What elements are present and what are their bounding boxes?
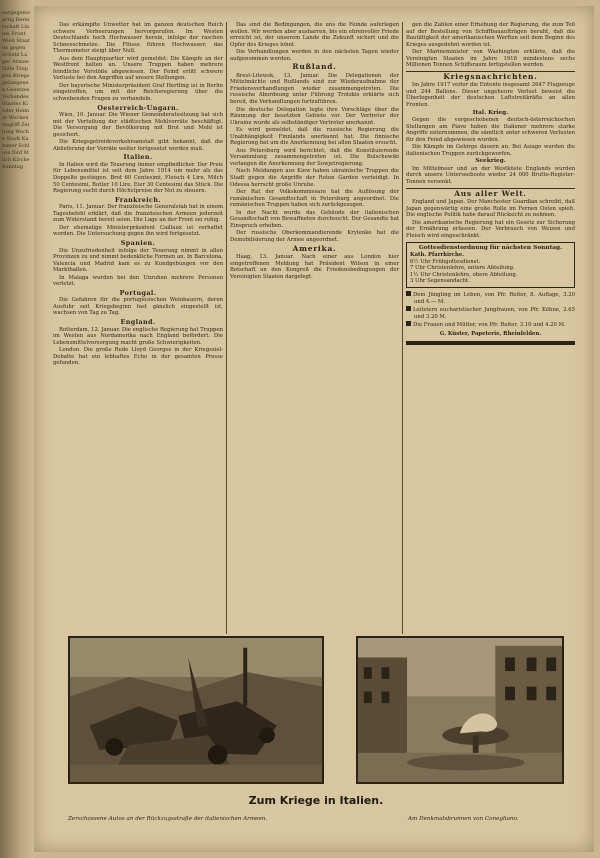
col2-russia-7: In der Nacht wurde das Gebäude der italienischen Gesandtschaft von Bewaffneten durchsucht. Der Gesandte hat Einspruch erhoben. xyxy=(230,209,399,229)
col2-intro-2: Die Verhandlungen werden in den nächsten Tagen wieder aufgenommen werden. xyxy=(230,49,399,62)
church-service-notice xyxy=(406,242,575,288)
col2-russia-2: Die deutsche Delegation legte ihre Vorschläge über die Räumung der besetzten Gebiete vor. Der Vertreter der Ukraine wurde als selbständiger Vertreter anerkannt. xyxy=(230,106,399,126)
column-2 xyxy=(226,22,402,634)
text-columns xyxy=(50,22,580,634)
col3-italian-war-1: Gegen die vorgeschobenen deutsch-österreichischen Stellungen am Piave haben die Italiener mehrere starke Angriffe unternommen, die sämtlich unter schweren Verlusten für den Feind abgewiesen wurden. xyxy=(406,117,575,143)
col1-intro-1: Das erkämpfte Unwetter hat im ganzen deutschen Reich schwere Verheerungen hervorgerufen. Im Westen Deutschlands hoch Hochwasser herein, infolge der raschen Schneeschmelze. Die Flüsse führen Hochwasser; das Thermometer steigt über Null. xyxy=(53,22,223,55)
col1-heading-spain: Spanien. xyxy=(120,238,156,247)
notice-subtitle: Kath. Pfarrkirche. xyxy=(410,252,465,258)
black-rule xyxy=(406,341,575,345)
col3-world-1: England und Japan. Der Manchester Guardian schreibt, daß Japan gegenwärtig eine große Rolle im Fernen Osten spielt. Die englische Politik habe darauf Rücksicht zu nehmen. xyxy=(406,199,575,219)
col2-russia-6: Der Rat der Volkskommissare hat die Auflösung der rumänischen Gesandtschaft in Petersburg angeordnet. Die rumänischen Truppen haben sich zurückgezogen. xyxy=(230,189,399,209)
col1-heading-portugal: Portugal. xyxy=(119,288,157,297)
col1-france-1: Paris, 11. Januar. Der französische Generalstab hat in einem Tagesbefehl erklärt, daß die französischen Armeen jederzeit zum Widerstand bereit seien. Die Lage an der Front sei ruhig. xyxy=(53,204,223,224)
photo-wrecked-cars xyxy=(68,636,324,784)
col3-war-news-1: Im Jahre 1917 verlor die Entente insgesamt 2647 Flugzeuge und 244 Ballons. Dieser ungeheure Verlust beweist die Überlegenheit der deutschen Luftstreitkräfte an allen Fronten. xyxy=(406,82,575,109)
notice-line: 7 Uhr Christenlehre, untere Abteilung. xyxy=(410,265,515,272)
ad-text: Dem Jüngling im Leben, von Pfr. Reiter, 8. Auflage, 3.20 und 4.— M. xyxy=(413,291,575,305)
col1-intro-2: Aus dem Hauptquartier wird gemeldet: Die Kämpfe an der Westfront halten an. Unsere Truppen haben mehrere feindliche Vorstöße abgewiesen. Der Feind erlitt schwere Verluste bei den Angriffen auf unsere Stellungen. xyxy=(53,55,223,82)
notice-line: 6½ Uhr Frühgottesdienst. xyxy=(410,258,481,265)
col2-russia-4: Aus Petersburg wird berichtet, daß die Konstituierende Versammlung zusammengetreten ist. Die Bolschewiki verlangen die Anerkennung der Sowjetregierung. xyxy=(230,147,399,167)
col2-russia-8: Der russische Oberkommandierende Krylenko hat die Demobilisierung der Armee angeordnet. xyxy=(230,230,399,243)
ad-text: Die Frauen und Mütter, von Pfr. Reiter, 3.10 und 4.20 M. xyxy=(413,322,566,329)
ad-item xyxy=(406,291,575,305)
col2-russia-5: Nach Meldungen aus Kiew haben ukrainische Truppen die Stadt gegen die Angriffe der Roten Garden verteidigt. In Odessa herrscht große Unruhe. xyxy=(230,168,399,188)
col3-world-2: Die amerikanische Regierung hat ein Gesetz zur Sicherung der Ernährung erlassen. Der Verbrauch von Weizen und Fleisch wird eingeschränkt. xyxy=(406,219,575,239)
book-spine xyxy=(0,0,34,858)
col3-italian-war-2: Die Kämpfe im Gebirge dauern an. Bei Asiago wurden die italienischen Truppen zurückgeworfen. xyxy=(406,144,575,157)
bullet-square-icon xyxy=(406,291,411,296)
photo-fountain xyxy=(356,636,564,784)
col3-intro-1: gen die Zahlen einer Erhebung der Regierung, die zum Teil auf der Bestellung von Schiffbauaufträgen beruht, daß die Bautätigkeit der amerikanischen Werften seit dem Beginn des Krieges ausgedehnt worden ist. xyxy=(406,22,575,48)
col1-heading-england: England. xyxy=(120,317,156,326)
ad-item xyxy=(406,306,575,320)
col1-austria-1: Wien, 10. Januar. Die Wiener Gemeinderatssitzung hat sich mit der Verteilung der städtischen Mehlvorräte beschäftigt. Die Versorgung der Bevölkerung mit Brot und Mehl ist gesichert. xyxy=(53,112,223,138)
col2-heading-america: Amerika. xyxy=(292,243,337,253)
col2-russia-3: Es wird gemeldet, daß die russische Regierung die Unabhängigkeit Finnlands anerkannt hat. Die finnische Regierung hat um die Anerkennung bei allen Staaten ersucht. xyxy=(230,127,399,147)
col1-intro-3: Der bayerische Ministerpräsident Graf Hertling ist in Berlin eingetroffen, um mit der Reichsregierung über die schwebenden Fragen zu verhandeln. xyxy=(53,82,223,103)
photo-section xyxy=(56,634,576,830)
photo-section-title: Zum Kriege in Italien. xyxy=(248,794,384,807)
col1-austria-2: Die Kriegsgetreideverkehrsanstalt gibt bekannt, daß die Ablieferung der Vorräte weiter fortgesetzt werden muß. xyxy=(53,139,223,152)
col3-heading-naval-war: Seekrieg. xyxy=(475,158,506,165)
ad-signature: G. Küster, Papeterie, Rheinfelden. xyxy=(439,330,542,337)
photo-caption-right: Am Denkmalsbrunnen von Conegliano. xyxy=(408,816,519,822)
col1-england-2: London. Die große Rede Lloyd Georges in der Kriegsziel-Debatte hat ein lebhaftes Echo in der gesamten Presse gefunden. xyxy=(53,347,223,367)
bullet-square-icon xyxy=(406,321,411,326)
col3-naval-war-1: Im Mittelmeer und an der Westküste Englands wurden durch unsere Unterseeboote wieder 24 000 Brutto-Register-Tonnen versenkt. xyxy=(406,165,575,186)
spine-bleed-text: entgegenwärtig Bereitschaft Linien Front Wien Staaten gegen Schutz Lager Armee Hilfe Truppen Kriegsgefangenen Gesetzes Verbandes Staates Kinder Heimat Wochen Angriff Zeitung Woche Stadt Kammer Schluss fünf Milch Kirche Sonntag xyxy=(2,10,30,170)
wrecked-cars-image xyxy=(70,638,322,782)
photo-caption-left: Zerschossene Autos an der Rückzugsstraße der italienischen Armeen. xyxy=(68,816,268,822)
col2-intro-1: Das sind die Bedingungen, die uns die Feinde auferlegen wollen. Wir werden aber ausharren, bis ein ehrenvoller Friede erreicht ist, der unserem Lande die Zukunft sichert und die Opfer des Krieges lohnt. xyxy=(230,22,399,48)
col1-spain-1: Die Unzufriedenheit infolge der Teuerung nimmt in allen Provinzen zu und nimmt bedenkliche Formen an. In Barcelona, Valencia und Madrid kam es zu Kundgebungen vor den Markthallen. xyxy=(53,247,223,274)
notice-line: 3 Uhr Segensandacht. xyxy=(410,278,470,285)
col1-portugal-1: Die Gefahren für die portugiesischen Weinbauern, deren Ausfuhr seit Kriegsbeginn fast gänzlich eingestellt ist, wachsen von Tag zu Tag. xyxy=(53,297,223,317)
newspaper-page xyxy=(34,6,594,852)
col1-heading-italy: Italien. xyxy=(123,153,153,162)
column-1 xyxy=(50,22,226,634)
col2-heading-russia: Rußland. xyxy=(292,62,337,72)
notice-line: 1½ Uhr Christenlehre, obere Abteilung. xyxy=(410,271,518,278)
column-3 xyxy=(402,22,578,634)
fountain-square-image xyxy=(358,638,562,782)
col1-spain-2: In Malaga wurden bei den Unruhen mehrere Personen verletzt. xyxy=(53,274,223,288)
col2-russia-1: Brest-Litowsk, 13. Januar. Die Delegationen der Mittelmächte und Rußlands sind zur Wiederaufnahme der Friedensverhandlungen wieder zusammengetreten. Die russische Abordnung unter Führung Trotzkis erklärte sich bereit, die Verhandlungen fortzuführen. xyxy=(230,72,399,106)
col1-france-2: Der ehemalige Ministerpräsident Caillaux ist verhaftet worden. Die Untersuchung gegen ihn wird fortgesetzt. xyxy=(53,224,223,238)
col3-heading-war-news: Kriegsnachrichten. xyxy=(443,71,538,81)
ad-item xyxy=(406,321,575,329)
col1-heading-austria: Oesterreich-Ungarn. xyxy=(97,103,179,112)
ad-text: Leitstern eucharistischer Jungfrauen, von Pfr. Köhne, 2.65 und 3.20 M. xyxy=(413,307,575,320)
col3-intro-2: Der Marineminister von Washington erklärte, daß die Vereinigten Staaten im Jahre 1918 mindestens sechs Millionen Tonnen Schiffsraum fertigstellen werden. xyxy=(406,49,575,69)
bullet-square-icon xyxy=(406,306,411,311)
col2-america-1: Haag, 13. Januar. Nach einer aus London hier eingetroffenen Meldung hat Präsident Wilson in einer Botschaft an den Kongreß die Friedensbedingungen der Vereinigten Staaten dargelegt. xyxy=(230,254,399,280)
book-advertisements xyxy=(406,291,575,345)
col1-heading-france: Frankreich. xyxy=(114,195,162,204)
notice-title: Gottesdienstordnung für nächsten Sonntag. xyxy=(418,245,563,252)
col1-italy-1: In Italien wird die Teuerung immer empfindlicher. Der Preis für Lebensmittel ist seit dem Jahre 1914 um mehr als das Doppelte gestiegen. Brot 60 Centesimi, Fleisch 4 Lire, Milch 50 Centesimi, Butter 10 Lire, Eier 30 Centesimi das Stück. Die Regierung sucht durch Höchstpreise der Not zu steuern. xyxy=(53,161,223,195)
col3-heading-world: Aus aller Welt. xyxy=(454,188,527,198)
col3-heading-italian-war: Ital. Krieg. xyxy=(472,109,509,116)
col1-england-1: Rotterdam, 12. Januar. Die englische Regierung hat Truppen im Westen aus Nordamerika nach England befördert. Die Lebensmittelversorgung macht große Schwierigkeiten. xyxy=(53,326,223,346)
